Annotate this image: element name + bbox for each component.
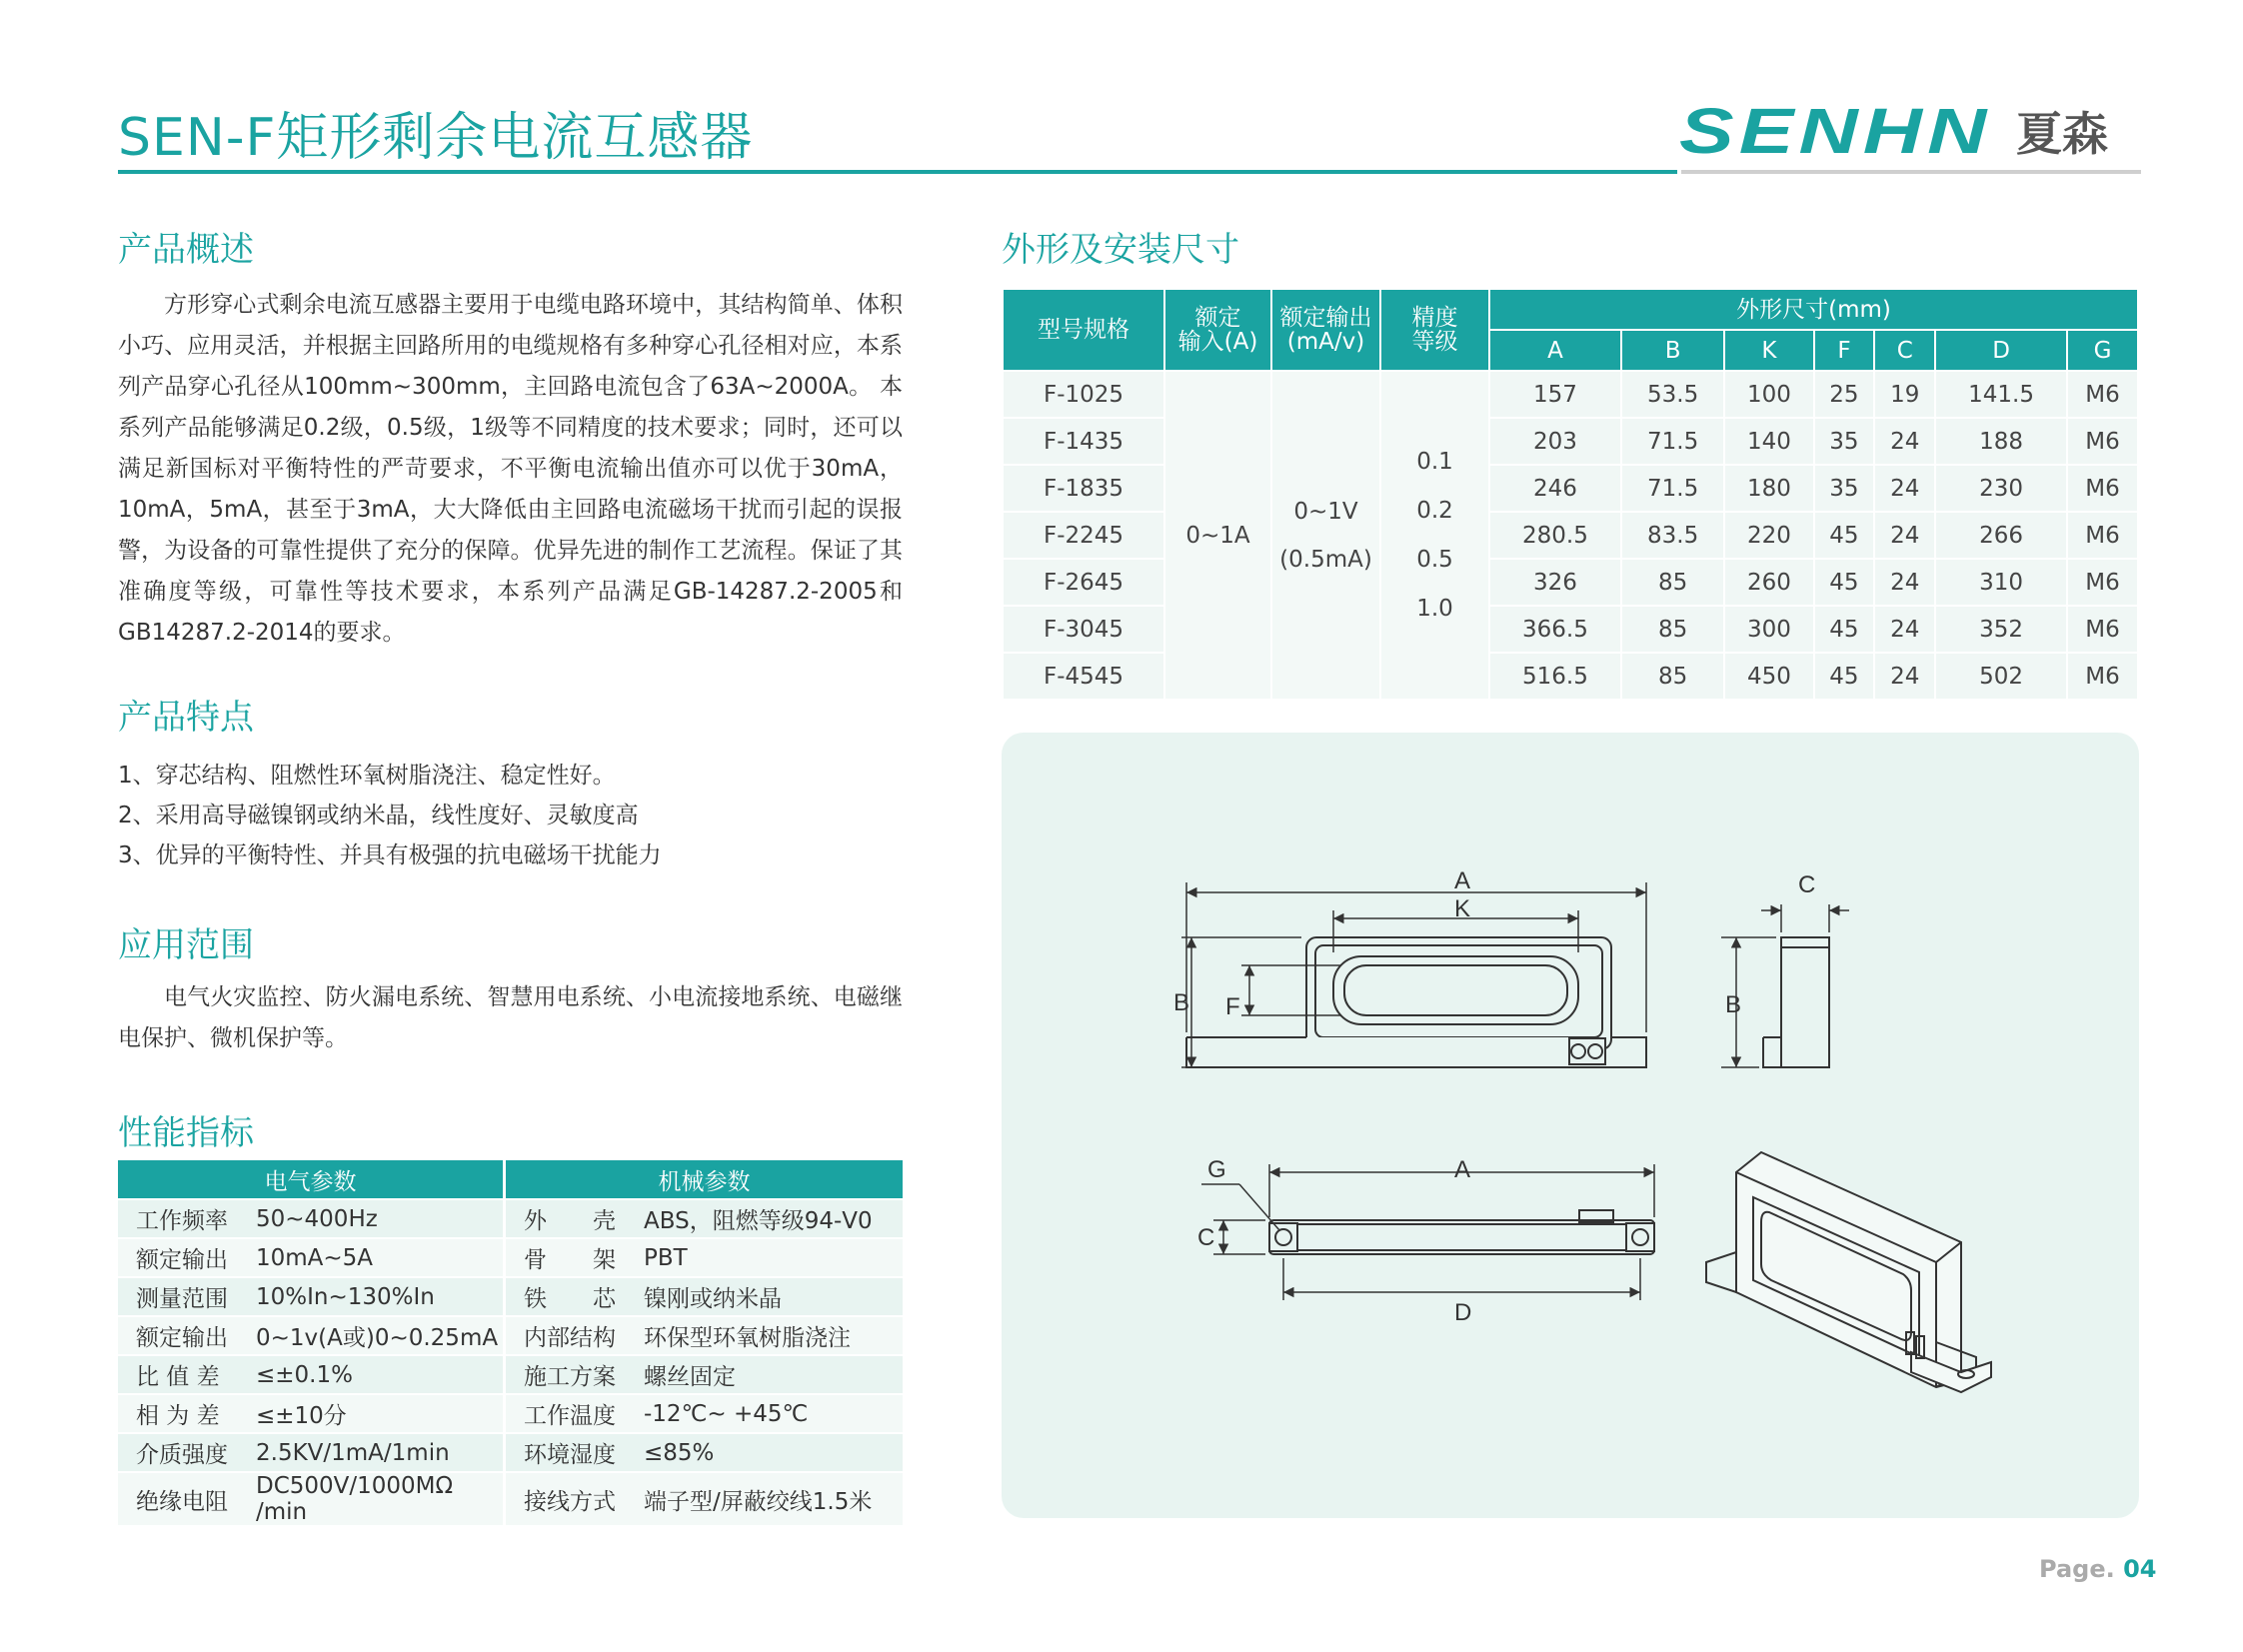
dim-model: F-4545 [1003,653,1164,700]
header-rule [118,170,1677,174]
table-row [118,1199,903,1238]
dim-model: F-3045 [1003,606,1164,653]
table-row [118,1316,903,1355]
table-row [118,1238,903,1277]
table-row [118,1355,903,1394]
dim-F: 35 [1814,418,1875,465]
overview-paragraph: 方形穿心式剩余电流互感器主要用于电缆电路环境中，其结构简单、体积小巧、应用灵活，并根据主回路所用的电缆规格有多种穿心孔径相对应，本系列产品穿心孔径从100mm~300mm，主回路电流包含了63A~2000A。 本系列产品能够满足0.2级，0.5级，1级等不同精度的技术要求；同时，还可以满足新国标对平衡特性的严苛要求，不平衡电流输出值亦可以优于30mA，10mA，5mA，甚至于3mA，大大降低由主回路电流磁场干扰而引起的误报警，为设备的可靠性提供了充分的保障。优异先进的制作工艺流程。保证了其准确度等级，可靠性等技术要求，本系列产品满足GB-14287.2-2005和GB14287.2-2014的要求。 [118,292,903,646]
perf-key: 骨 架 [505,1238,635,1277]
col-header-accuracy [1380,289,1489,371]
col-header-B: B [1621,330,1724,371]
dimensions-table [1002,288,2139,701]
dim-B: 83.5 [1621,512,1724,559]
label-top-G: G [1207,1156,1226,1183]
perf-key: 铁 芯 [505,1277,635,1316]
col-header-input [1164,289,1271,371]
logo-text-en: SENHN [1679,95,1992,167]
perf-value: 端子型/屏蔽绞线1.5米 [634,1472,903,1526]
dim-input: 0~1A [1164,371,1271,700]
dim-model: F-2645 [1003,559,1164,606]
perf-value: ≤85% [634,1433,903,1472]
dim-model: F-1435 [1003,418,1164,465]
table-row [118,1277,903,1316]
dim-B: 85 [1621,653,1724,700]
dim-model: F-1835 [1003,465,1164,512]
dim-D: 230 [1935,465,2067,512]
isometric-view [1706,1152,1991,1392]
dim-F: 45 [1814,606,1875,653]
perf-key: 测量范围 [118,1277,246,1316]
dim-B: 85 [1621,559,1724,606]
perf-key: 外 壳 [505,1199,635,1238]
dim-G: M6 [2067,512,2138,559]
dim-A: 280.5 [1489,512,1621,559]
perf-key: 相 为 差 [118,1394,246,1433]
perf-value: 0~1v(A或)0~0.25mA [246,1316,505,1355]
side-view [1763,937,1829,1067]
dim-D: 502 [1935,653,2067,700]
perf-key: 接线方式 [505,1472,635,1526]
perf-key: 比 值 差 [118,1355,246,1394]
perf-key: 施工方案 [505,1355,635,1394]
dim-A: 516.5 [1489,653,1621,700]
front-view [1186,937,1646,1067]
dim-A: 366.5 [1489,606,1621,653]
dim-B: 85 [1621,606,1724,653]
col-header-size: 外形尺寸(mm) [1489,289,2138,330]
col-header-K: K [1724,330,1813,371]
label-top-C: C [1197,1224,1215,1251]
dim-output-l2: (0.5mA) [1279,546,1372,573]
performance-heading: 性能指标 [118,1113,254,1153]
col-header-electrical: 电气参数 [118,1160,505,1199]
perf-key: 绝缘电阻 [118,1472,246,1526]
col-header-input-l2: 输入(A) [1177,329,1258,355]
col-header-accuracy-l1: 精度 [1411,305,1458,331]
dim-A: 157 [1489,371,1621,418]
dim-K: 300 [1724,606,1813,653]
perf-value: 2.5KV/1mA/1min [246,1433,505,1472]
overview-heading: 产品概述 [118,230,254,270]
dim-G: M6 [2067,465,2138,512]
dim-C: 24 [1874,465,1935,512]
dim-D: 310 [1935,559,2067,606]
feature-item-2: 2、采用高导磁镍钢或纳米晶，线性度好、灵敏度高 [118,803,639,828]
feature-item-3: 3、优异的平衡特性、并具有极强的抗电磁场干扰能力 [118,842,662,868]
dim-K: 180 [1724,465,1813,512]
dim-output-l1: 0~1V [1293,498,1358,525]
dimension-drawing [1002,733,2139,1518]
perf-key: 额定输出 [118,1316,246,1355]
col-header-C: C [1874,330,1935,371]
dim-K: 260 [1724,559,1813,606]
dim-G: M6 [2067,418,2138,465]
brand-logo [1679,95,2108,167]
application-heading: 应用范围 [118,925,254,965]
dim-G: M6 [2067,559,2138,606]
label-front-K: K [1454,895,1471,922]
dim-K: 220 [1724,512,1813,559]
perf-value: 螺丝固定 [634,1355,903,1394]
application-text [118,977,903,1059]
perf-key: 介质强度 [118,1433,246,1472]
perf-value: DC500V/1000MΩ /min [246,1472,505,1526]
perf-value: 镍刚或纳米晶 [634,1277,903,1316]
dim-F: 45 [1814,653,1875,700]
col-header-input-l1: 额定 [1194,305,1241,331]
dim-accuracy-4: 1.0 [1416,595,1453,622]
dim-G: M6 [2067,371,2138,418]
dim-B: 71.5 [1621,418,1724,465]
dim-K: 140 [1724,418,1813,465]
dim-B: 71.5 [1621,465,1724,512]
label-top-D: D [1454,1299,1472,1326]
label-side-C: C [1798,871,1816,898]
dim-accuracy [1380,371,1489,700]
label-front-B: B [1173,989,1190,1016]
dim-C: 24 [1874,512,1935,559]
col-header-F: F [1814,330,1875,371]
dimensions-heading: 外形及安装尺寸 [1002,230,1239,270]
table-row [1003,371,2138,418]
dim-accuracy-1: 0.1 [1416,448,1453,475]
page-num: 04 [2123,1555,2157,1583]
label-front-A: A [1454,867,1471,894]
page-title: SEN-F矩形剩余电流互感器 [118,108,754,168]
features-heading: 产品特点 [118,698,254,738]
dim-F: 45 [1814,559,1875,606]
dim-F: 25 [1814,371,1875,418]
col-header-accuracy-l2: 等级 [1411,329,1458,355]
col-header-A: A [1489,330,1621,371]
col-header-model: 型号规格 [1003,289,1164,371]
perf-key: 环境湿度 [505,1433,635,1472]
table-row [118,1472,903,1526]
dim-A: 246 [1489,465,1621,512]
header-rule-gray [1681,170,2141,174]
dim-accuracy-3: 0.5 [1416,546,1453,573]
label-side-B: B [1725,991,1742,1018]
drawing-panel [1002,733,2139,1518]
col-header-output [1271,289,1380,371]
logo-text-cn: 夏森 [2016,107,2108,161]
perf-value: 50~400Hz [246,1199,505,1238]
table-row [118,1394,903,1433]
dim-D: 266 [1935,512,2067,559]
label-front-F: F [1225,993,1240,1020]
table-row [118,1433,903,1472]
dim-D: 188 [1935,418,2067,465]
perf-value: -12℃~ +45℃ [634,1394,903,1433]
dim-output [1271,371,1380,700]
dim-C: 19 [1874,371,1935,418]
application-paragraph: 电气火灾监控、防火漏电系统、智慧用电系统、小电流接地系统、电磁继电保护、微机保护等。 [118,984,903,1051]
dim-K: 100 [1724,371,1813,418]
perf-value: 10mA~5A [246,1238,505,1277]
dim-D: 141.5 [1935,371,2067,418]
performance-table [118,1160,903,1527]
perf-key: 工作温度 [505,1394,635,1433]
overview-text [118,285,903,654]
dim-model: F-1025 [1003,371,1164,418]
top-view [1269,1210,1654,1254]
dim-G: M6 [2067,606,2138,653]
perf-value: PBT [634,1238,903,1277]
page-label: Page. [2039,1555,2115,1583]
dim-D: 352 [1935,606,2067,653]
col-header-output-l2: (mA/v) [1286,329,1365,355]
dim-C: 24 [1874,606,1935,653]
dim-C: 24 [1874,653,1935,700]
dim-model: F-2245 [1003,512,1164,559]
col-header-D: D [1935,330,2067,371]
perf-key: 额定输出 [118,1238,246,1277]
label-top-A: A [1454,1156,1471,1183]
dim-C: 24 [1874,418,1935,465]
dim-A: 326 [1489,559,1621,606]
perf-value: 环保型环氧树脂浇注 [634,1316,903,1355]
perf-value: ≤±10分 [246,1394,505,1433]
dim-header-row [1003,289,2138,330]
dim-F: 45 [1814,512,1875,559]
perf-key: 内部结构 [505,1316,635,1355]
col-header-mechanical: 机械参数 [505,1160,904,1199]
page-number [2039,1555,2156,1583]
dim-A: 203 [1489,418,1621,465]
col-header-G: G [2067,330,2138,371]
perf-key: 工作频率 [118,1199,246,1238]
dim-K: 450 [1724,653,1813,700]
dim-G: M6 [2067,653,2138,700]
dim-accuracy-2: 0.2 [1416,497,1453,524]
perf-value: ≤±0.1% [246,1355,505,1394]
dim-B: 53.5 [1621,371,1724,418]
feature-item-1: 1、穿芯结构、阻燃性环氧树脂浇注、稳定性好。 [118,763,616,789]
dim-C: 24 [1874,559,1935,606]
perf-value: ABS，阻燃等级94-V0 [634,1199,903,1238]
performance-header-row [118,1160,903,1199]
col-header-output-l1: 额定输出 [1279,305,1372,331]
dim-F: 35 [1814,465,1875,512]
perf-value: 10%In~130%In [246,1277,505,1316]
